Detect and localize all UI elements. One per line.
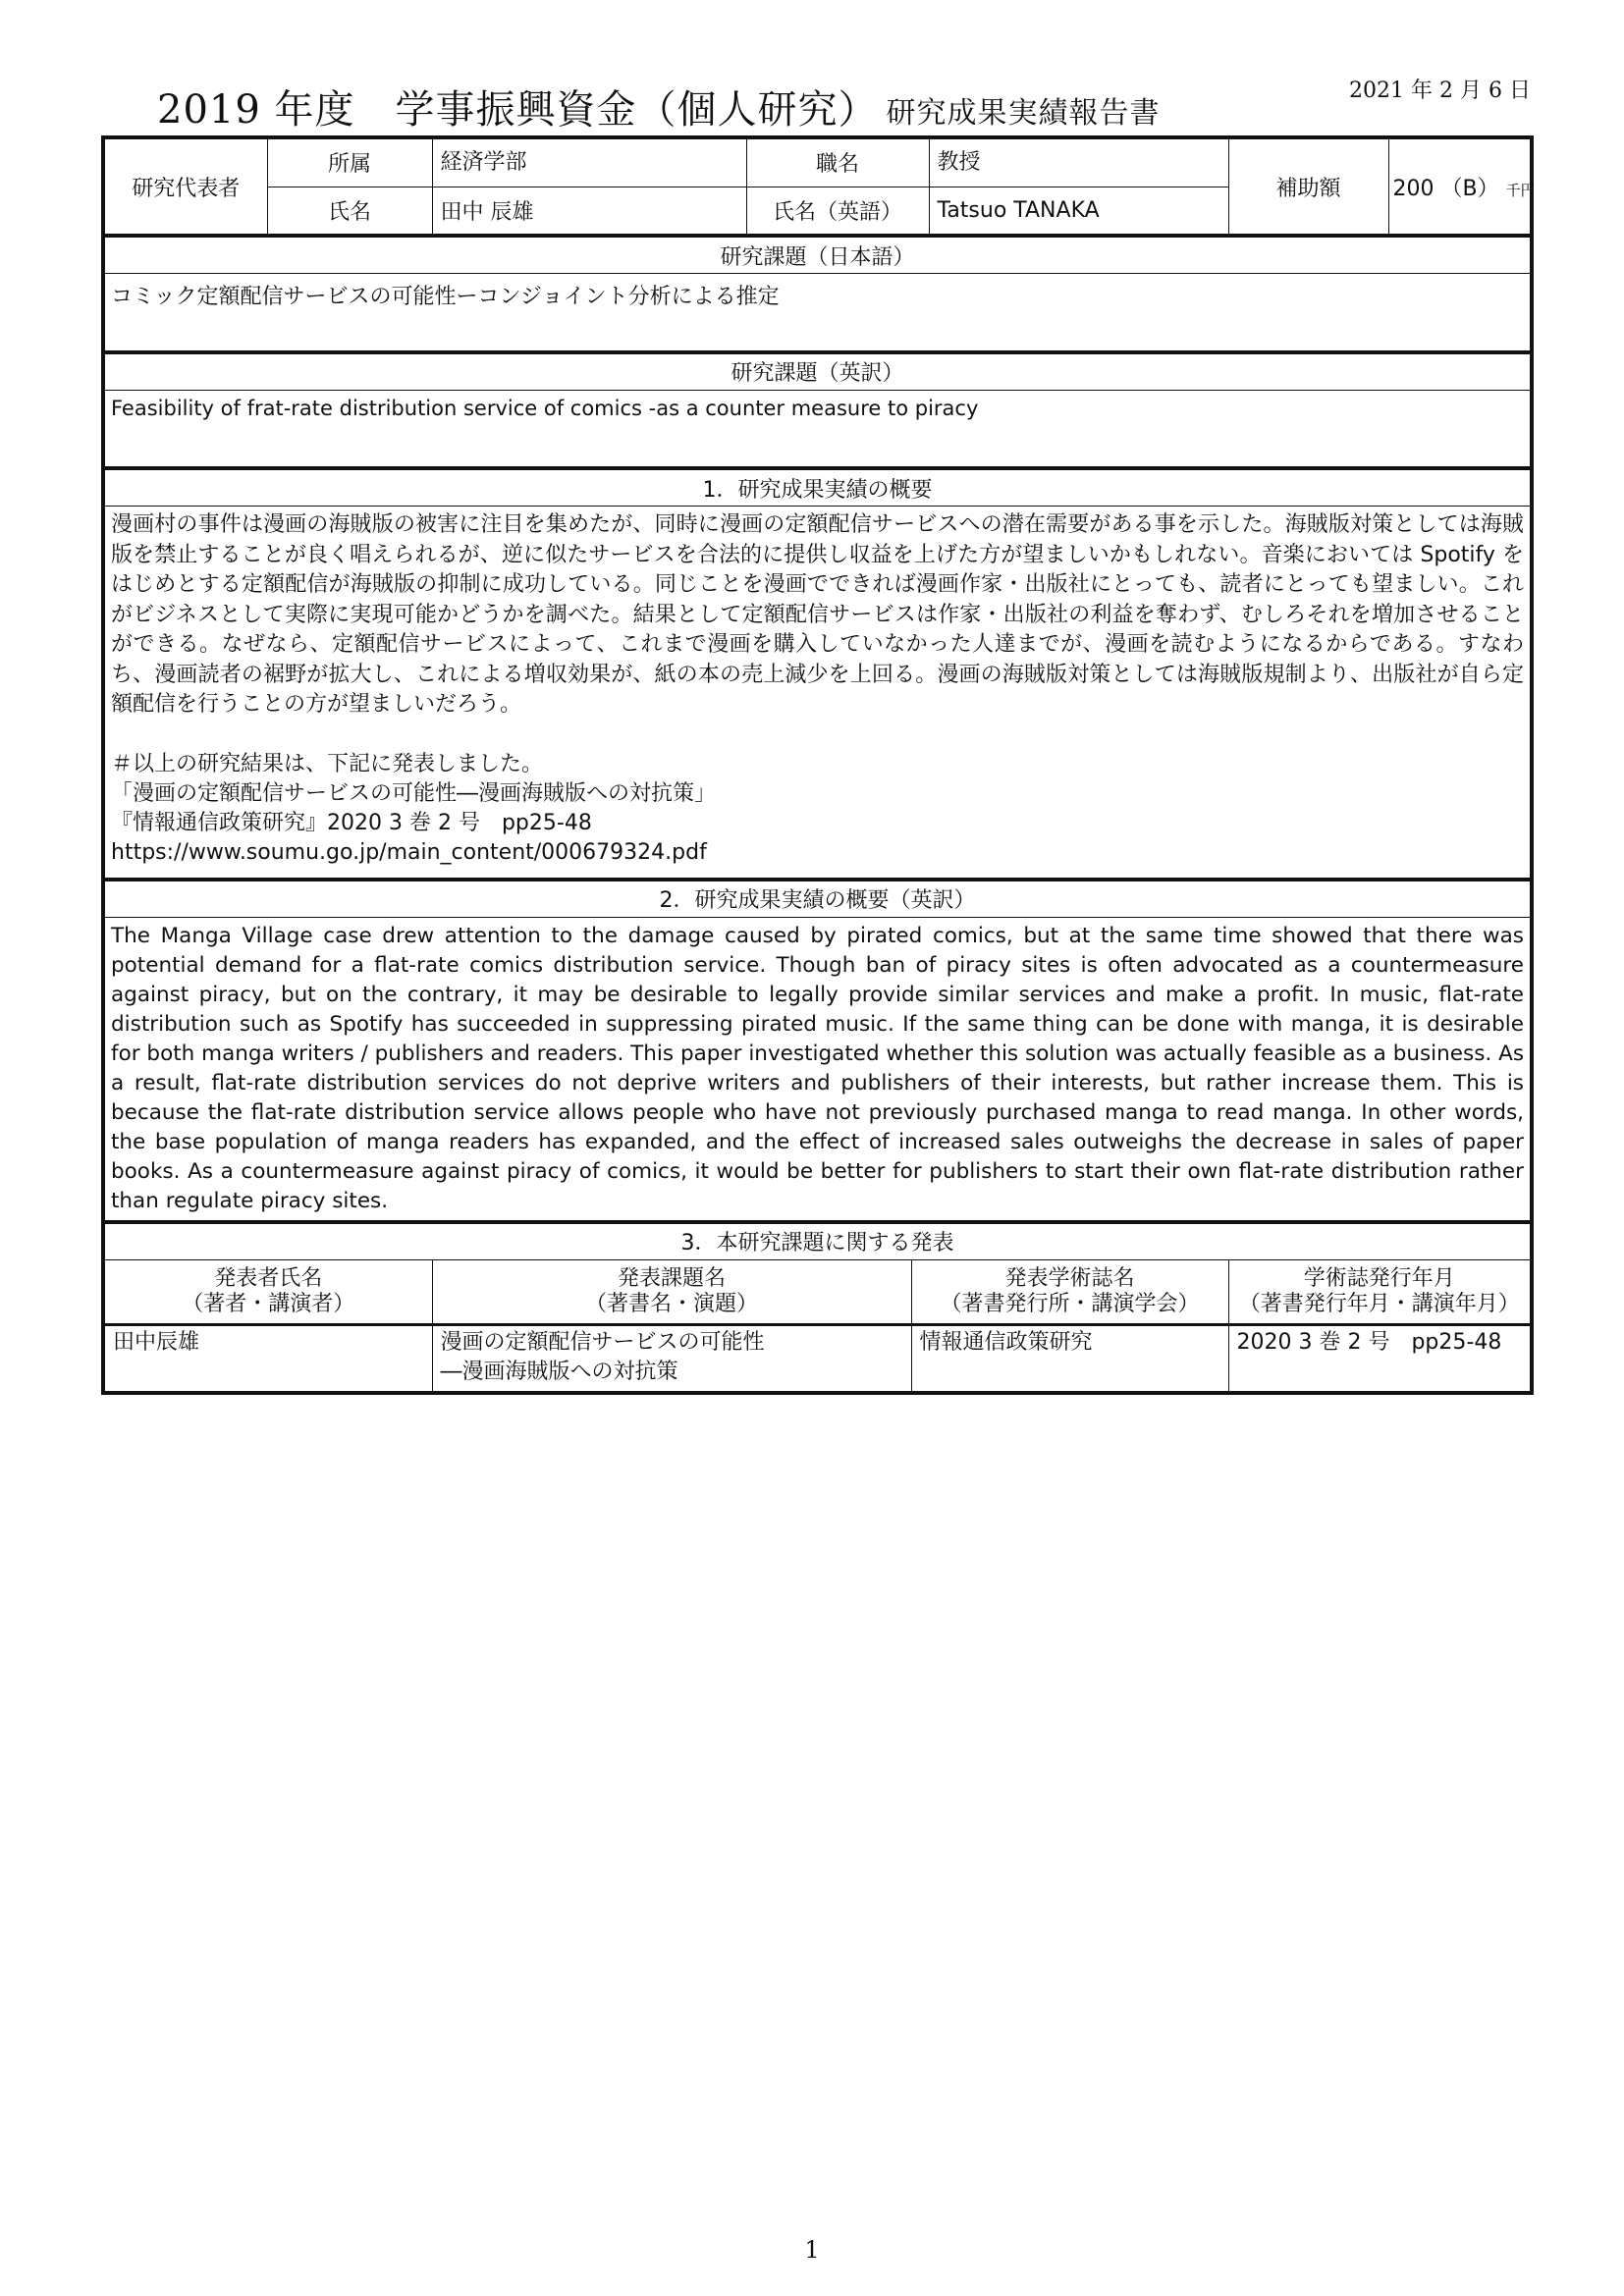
title-jp-header: 研究課題（日本語）	[103, 236, 1532, 274]
note-url: https://www.soumu.go.jp/main_content/000679324.pdf	[111, 839, 707, 865]
title-sub: 研究成果実績報告書	[886, 96, 1161, 131]
affiliation-value: 経済学部	[432, 137, 746, 187]
note-line-2: 「漫画の定額配信サービスの可能性―漫画海賊版への対抗策」	[111, 780, 717, 806]
summary-jp-header: 1．研究成果実績の概要	[103, 468, 1532, 507]
publication-note	[111, 750, 1524, 868]
name-value: 田中 辰雄	[432, 187, 746, 236]
pub-journal: 情報通信政策研究	[911, 1324, 1228, 1393]
position-value: 教授	[929, 137, 1228, 187]
title-en-header: 研究課題（英訳）	[103, 352, 1532, 391]
pub-date: 2020 3 巻 2 号 pp25-48	[1228, 1324, 1532, 1393]
report-date: 2021 年 2 月 6 日	[1349, 79, 1531, 103]
grant-value: 200 （B） 千円	[1388, 137, 1532, 236]
grant-label: 補助額	[1228, 137, 1388, 236]
summary-en-header: 2．研究成果実績の概要（英訳）	[103, 880, 1532, 918]
col-title: 発表課題名 （著書名・演題）	[432, 1259, 911, 1324]
title-main: 2019 年度 学事振興資金（個人研究）	[157, 87, 879, 133]
representative-label: 研究代表者	[103, 137, 267, 236]
title-en: Feasibility of frat-rate distribution service of comics -as a counter measure to piracy	[103, 390, 1532, 468]
summary-jp: 漫画村の事件は漫画の海賊版の被害に注目を集めたが、同時に漫画の定額配信サービスへの潜在需要がある事を示した。海賊版対策としては海賊版を禁止することが良く唱えられるが、逆に似たサービスを合法的に提供し収益を上げた方が望ましいかもしれない。音楽においては Spotify をはじめとする定額配信が海賊版の抑制に成功している。同じことを漫画でできれば漫画作家・出版社にとっても、読者にとっても望ましい。これがビジネスとして実際に実現可能かどうかを調べた。結果として定額配信サービスは作家・出版社の利益を奪わず、むしろそれを増加させることができる。なぜなら、定額配信サービスによって、これまで漫画を購入していなかった人達までが、漫画を読むようになるからである。すなわち、漫画読者の裾野が拡大し、これによる増収効果が、紙の本の売上減少を上回る。漫画の海賊版対策としては海賊版規制より、出版社が自ら定額配信を行うことの方が望ましいだろう。	[111, 512, 1525, 717]
report-table	[101, 135, 1534, 1395]
document-title	[157, 79, 1161, 134]
note-line-3: 『情報通信政策研究』2020 3 巻 2 号 pp25-48	[111, 810, 592, 835]
name-label: 氏名	[267, 187, 432, 236]
col-author: 発表者氏名 （著者・講演者）	[103, 1259, 432, 1324]
col-date: 学術誌発行年月 （著書発行年月・講演年月）	[1228, 1259, 1532, 1324]
name-en-value: Tatsuo TANAKA	[929, 187, 1228, 236]
page-number: 1	[804, 2236, 820, 2264]
publications-header: 3．本研究課題に関する発表	[103, 1222, 1532, 1260]
pub-title: 漫画の定額配信サービスの可能性 ―漫画海賊版への対抗策	[432, 1324, 911, 1393]
col-journal: 発表学術誌名 （著書発行所・講演学会）	[911, 1259, 1228, 1324]
summary-jp-cell	[103, 507, 1532, 880]
title-jp: コミック定額配信サービスの可能性ーコンジョイント分析による推定	[103, 274, 1532, 352]
note-line-1: ＃以上の研究結果は、下記に発表しました。	[111, 751, 544, 776]
pub-author: 田中辰雄	[103, 1324, 432, 1393]
summary-en: The Manga Village case drew attention to the damage caused by pirated comics, but at the same time showed that there was potential demand for a flat-rate comics distribution service. Though ban of piracy sites is often advocated as a countermeasure against piracy, but on the contrary, it may be desirable to legally provide similar services and make a profit. In music, flat-rate distribution such as Spotify has succeeded in suppressing pirated music. If the same thing can be done with manga, it is desirable for both manga writers / publishers and readers. This paper investigated whether this solution was actually feasible as a business. As a result, flat-rate distribution services do not deprive writers and publishers of their interests, but rather increase them. This is because the flat-rate distribution service allows people who have not previously purchased manga to read manga. In other words, the base population of manga readers has expanded, and the effect of increased sales outweighs the decrease in sales of paper books. As a countermeasure against piracy of comics, it would be better for publishers to start their own flat-rate distribution rather than regulate piracy sites.	[103, 917, 1532, 1222]
position-label: 職名	[746, 137, 929, 187]
affiliation-label: 所属	[267, 137, 432, 187]
name-en-label: 氏名（英語）	[746, 187, 929, 236]
